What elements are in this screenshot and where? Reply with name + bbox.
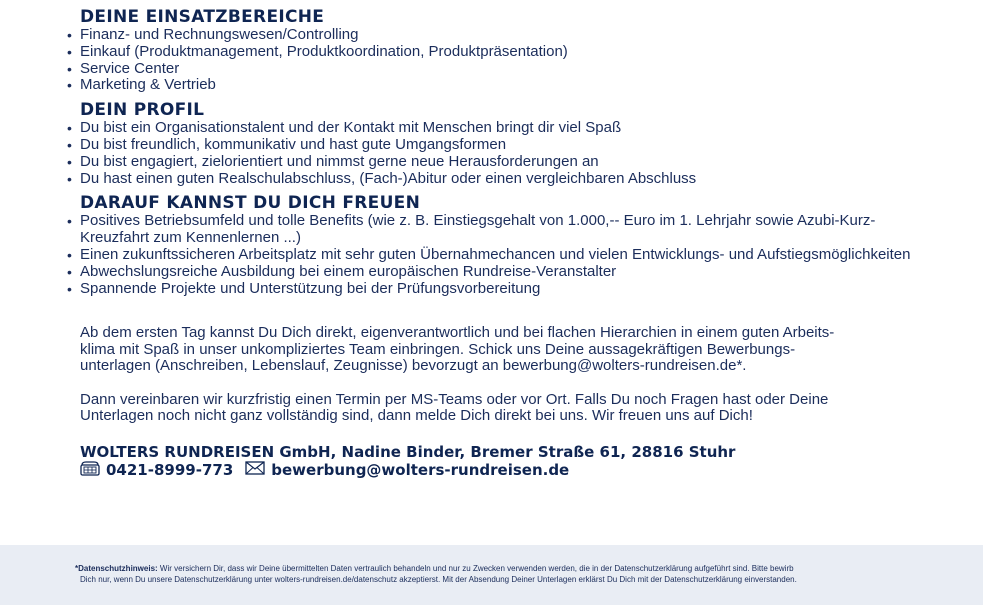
section-heading: DARAUF KANNST DU DICH FREUEN bbox=[80, 193, 421, 214]
privacy-label: *Datenschutzhinweis: bbox=[75, 564, 158, 573]
privacy-text-line2: Dich nur, wenn Du unsere Datenschutzerklärung unter wolters-rundreisen.de/datenschutz akzeptierst. Mit der Absendung Deiner Unterlagen erklärst Du Dich mit der Datenschutzerklärung einverstanden. bbox=[80, 575, 797, 584]
privacy-footer bbox=[0, 545, 983, 605]
paragraph-line: Ab dem ersten Tag kannst Du Dich direkt, eigenverantwortlich und bei flachen Hierarchien in einem guten Arbeits- bbox=[80, 324, 835, 342]
paragraph-line: Unterlagen noch nicht ganz vollständig sind, dann melde Dich direkt bei uns. Wir freuen uns auf Dich! bbox=[80, 407, 753, 425]
bullet-list bbox=[66, 27, 940, 94]
list-item: • Finanz- und Rechnungswesen/Controlling bbox=[66, 27, 940, 44]
bullet-list bbox=[66, 120, 940, 187]
list-item: • Du bist engagiert, zielorientiert und nimmst gerne neue Herausforderungen an bbox=[66, 154, 940, 171]
list-item: • Service Center bbox=[66, 61, 940, 78]
list-item: • Spannende Projekte und Unterstützung bei der Prüfungsvorbereitung bbox=[66, 281, 940, 298]
list-item: • Du bist freundlich, kommunikativ und hast gute Umgangsformen bbox=[66, 137, 940, 154]
section-profil bbox=[80, 100, 940, 187]
list-item: • Abwechslungsreiche Ausbildung bei einem europäischen Rundreise-Veranstalter bbox=[66, 264, 940, 281]
company-address: WOLTERS RUNDREISEN GmbH, Nadine Binder, Bremer Straße 61, 28816 Stuhr bbox=[80, 442, 736, 461]
paragraph-line: klima mit Spaß in unser unkompliziertes Team einbringen. Schick uns Deine aussagekräftigen Bewerbungs- bbox=[80, 340, 796, 358]
section-heading: DEIN PROFIL bbox=[80, 100, 205, 121]
paragraph-line: unterlagen (Anschreiben, Lebenslauf, Zeugnisse) bevorzugt an bewerbung@wolters-rundreisen.de*. bbox=[80, 357, 747, 375]
section-einsatzbereiche bbox=[80, 7, 940, 94]
list-item: • Einkauf (Produktmanagement, Produktkoordination, Produktpräsentation) bbox=[66, 44, 940, 61]
privacy-notice bbox=[75, 563, 935, 585]
contact-row bbox=[80, 461, 940, 480]
envelope-icon bbox=[245, 461, 265, 479]
list-item: • Einen zukunftssicheren Arbeitsplatz mit sehr guten Übernahmechancen und vielen Entwicklungs- und Aufstiegsmöglichkeiten bbox=[66, 247, 940, 264]
list-item: • Positives Betriebsumfeld und tolle Benefits (wie z. B. Einstiegsgehalt von 1.000,-- Euro im 1. Lehrjahr sowie Azubi-Kurz-Kreuzfahrt zum Kennenlernen ...) bbox=[66, 213, 940, 247]
section-heading: DEINE EINSATZBEREICHE bbox=[80, 7, 325, 27]
privacy-text-line1: Wir versichern Dir, dass wir Deine übermittelten Daten vertraulich behandeln und nur zu Zwecken verwenden werden, die in der Datenschutzerklärung aufgeführt sind. Bitte bewirb bbox=[157, 564, 794, 573]
bullet-list bbox=[66, 213, 940, 297]
list-item: • Du bist ein Organisationstalent und der Kontakt mit Menschen bringt dir viel Spaß bbox=[66, 120, 940, 137]
email-link[interactable]: bewerbung@wolters-rundreisen.de bbox=[271, 461, 570, 480]
telephone-icon bbox=[80, 461, 100, 480]
application-paragraph bbox=[80, 325, 940, 375]
list-item: • Marketing & Vertrieb bbox=[66, 77, 940, 94]
phone-number[interactable]: 0421-8999-773 bbox=[106, 461, 234, 480]
section-benefits bbox=[80, 193, 940, 297]
appointment-paragraph bbox=[80, 392, 940, 425]
job-posting-content bbox=[80, 7, 940, 480]
paragraph-line: Dann vereinbaren wir kurzfristig einen Termin per MS-Teams oder vor Ort. Falls Du noch Fragen hast oder Deine bbox=[80, 390, 829, 408]
list-item: • Du hast einen guten Realschulabschluss, (Fach-)Abitur oder einen vergleichbaren Abschluss bbox=[66, 171, 940, 188]
